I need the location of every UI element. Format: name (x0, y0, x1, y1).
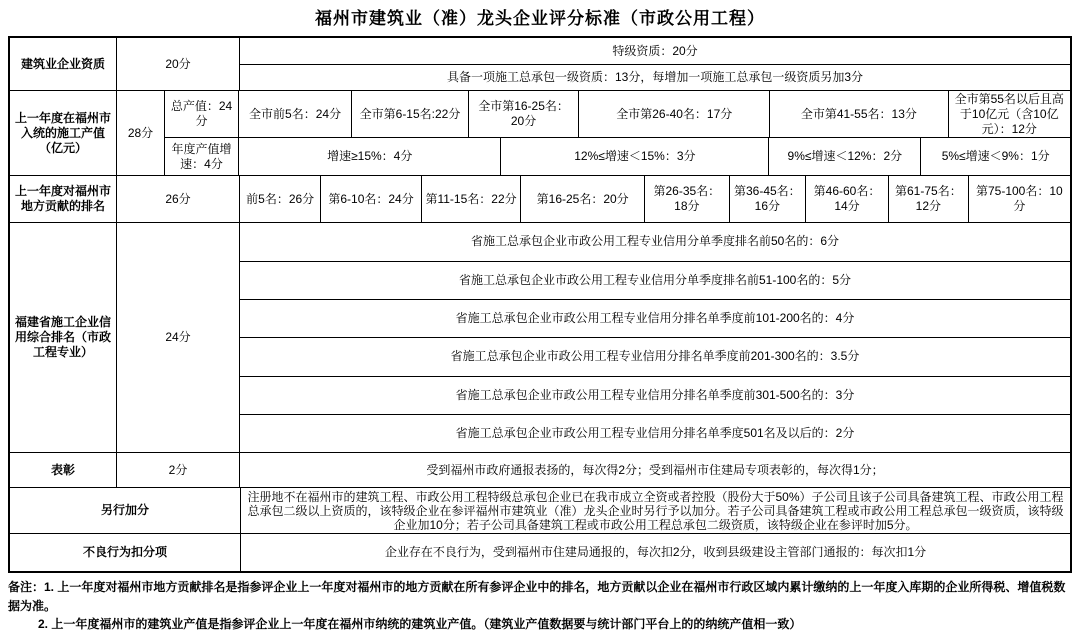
growth-rate-cell: 5%≤增速＜9%：1分 (941, 149, 1050, 164)
output-value-content (165, 91, 1070, 175)
total-output-subrow (165, 91, 1070, 138)
row-credit-ranking (10, 223, 1070, 453)
footnote-1: 备注：1. 上一年度对福州市地方贡献排名是指参评企业上一年度对福州市的地方贡献在所有参评企业中的排名，地方贡献以企业在福州市行政区域内累计缴纳的上一年度入库期的企业所得税、增值税数据为准。 (8, 580, 1066, 613)
contribution-cell: 第16-25名：20分 (521, 176, 645, 222)
credit-cell: 省施工总承包企业市政公用工程专业信用分排名单季度前101-200名的：4分 (455, 311, 855, 326)
scoring-table (8, 36, 1072, 573)
deduction-label: 不良行为扣分项 (10, 534, 241, 571)
row-deduction (10, 534, 1070, 571)
commendation-cell: 受到福州市政府通报表扬的，每次得2分；受到福州市住建局专项表彰的，每次得1分； (426, 462, 884, 477)
row-commendation (10, 453, 1070, 488)
credit-cell: 省施工总承包企业市政公用工程专业信用分排名单季度501名及以后的：2分 (455, 426, 855, 441)
total-output-cell: 全市第41-55名：13分 (770, 91, 948, 137)
total-output-cell: 全市前5名：24分 (239, 91, 352, 137)
qualification-subrow-2 (240, 65, 1070, 91)
contribution-cell: 前5名：26分 (240, 176, 321, 222)
total-output-cell: 全市第6-15名:22分 (352, 91, 469, 137)
growth-rate-subrow (165, 138, 1070, 175)
extra-points-label: 另行加分 (10, 488, 241, 533)
contribution-label: 上一年度对福州市地方贡献的排名 (10, 176, 117, 222)
deduction-cell: 企业存在不良行为，受到福州市住建局通报的，每次扣2分，收到县级建设主管部门通报的：每次扣1分 (384, 545, 927, 560)
commendation-label: 表彰 (10, 453, 117, 487)
qualification-label: 建筑业企业资质 (10, 38, 117, 90)
contribution-points: 26分 (117, 176, 240, 222)
contribution-cell: 第6-10名：24分 (321, 176, 421, 222)
footnotes (8, 578, 1072, 634)
credit-subrow-4 (240, 338, 1070, 376)
credit-cell: 省施工总承包企业市政公用工程专业信用分排名单季度前301-500名的：3分 (455, 387, 855, 402)
growth-rate-cell: 增速≥15%：4分 (239, 138, 501, 175)
total-output-cell: 全市第55名以后且高于10亿元（含10亿元）：12分 (954, 91, 1064, 136)
credit-cell: 省施工总承包企业市政公用工程专业信用分排名单季度前201-300名的：3.5分 (450, 349, 860, 364)
row-output-value (10, 91, 1070, 176)
credit-ranking-points: 24分 (117, 223, 240, 452)
contribution-cell: 第46-60名：14分 (806, 176, 889, 222)
total-output-label: 总产值：24分 (165, 91, 239, 137)
qualification-points: 20分 (117, 38, 240, 90)
qualification-cell-1: 特级资质：20分 (612, 43, 698, 58)
row-extra-points (10, 488, 1070, 534)
footnote-2: 2. 上一年度福州市的建筑业产值是指参评企业上一年度在福州市纳统的建筑业产值。（建筑业产值数据要与统计部门平台上的的纳统产值相一致） (38, 617, 802, 632)
output-value-label: 上一年度在福州市入统的施工产值（亿元） (10, 91, 117, 175)
contribution-cell: 第36-45名：16分 (730, 176, 806, 222)
growth-rate-cell: 9%≤增速＜12%：2分 (769, 138, 921, 175)
contribution-content (240, 176, 1070, 222)
commendation-points: 2分 (117, 453, 240, 487)
contribution-cell: 第11-15名：22分 (422, 176, 522, 222)
contribution-cell: 第61-75名：12分 (889, 176, 969, 222)
growth-rate-label: 年度产值增速：4分 (165, 138, 239, 175)
extra-points-cell: 注册地不在福州市的建筑工程、市政公用工程特级总承包企业已在我市成立全资或者控股（股份大于50%）子公司且该子公司具备建筑工程、市政公用工程总承包二级以上资质的，该特级企业在参评福州市建筑业（准）龙头企业时另行予以加分。若子公司具备建筑工程或市政公用工程总承包一级资质，该特级企业加10分；若子公司具备建筑工程或市政公用工程总承包二级资质，该特级企业在参评时加5分。 (247, 489, 1064, 532)
total-output-cell: 全市第26-40名：17分 (579, 91, 770, 137)
credit-subrow-3 (240, 300, 1070, 338)
credit-cell: 省施工总承包企业市政公用工程专业信用分单季度排名前50名的：6分 (470, 234, 840, 249)
contribution-subrow (240, 176, 1070, 222)
credit-subrow-6 (240, 415, 1070, 452)
credit-subrow-1 (240, 223, 1070, 261)
credit-subrow-5 (240, 377, 1070, 415)
credit-ranking-label: 福建省施工企业信用综合排名（市政工程专业） (10, 223, 117, 452)
qualification-cell-2: 具备一项施工总承包一级资质：13分，每增加一项施工总承包一级资质另加3分 (446, 70, 864, 84)
credit-ranking-content (240, 223, 1070, 452)
qualification-content (240, 38, 1070, 90)
growth-rate-cell: 12%≤增速＜15%：3分 (501, 138, 769, 175)
row-qualification (10, 38, 1070, 91)
qualification-subrow-1 (240, 38, 1070, 65)
contribution-cell: 第26-35名：18分 (645, 176, 730, 222)
contribution-cell: 第75-100名：10分 (975, 184, 1063, 214)
total-output-cell: 全市第16-25名：20分 (469, 91, 579, 137)
output-value-points: 28分 (117, 91, 165, 175)
row-contribution (10, 176, 1070, 223)
page-title: 福州市建筑业（准）龙头企业评分标准（市政公用工程） (315, 9, 765, 28)
credit-cell: 省施工总承包企业市政公用工程专业信用分单季度排名前51-100名的：5分 (458, 272, 852, 287)
credit-subrow-2 (240, 262, 1070, 300)
